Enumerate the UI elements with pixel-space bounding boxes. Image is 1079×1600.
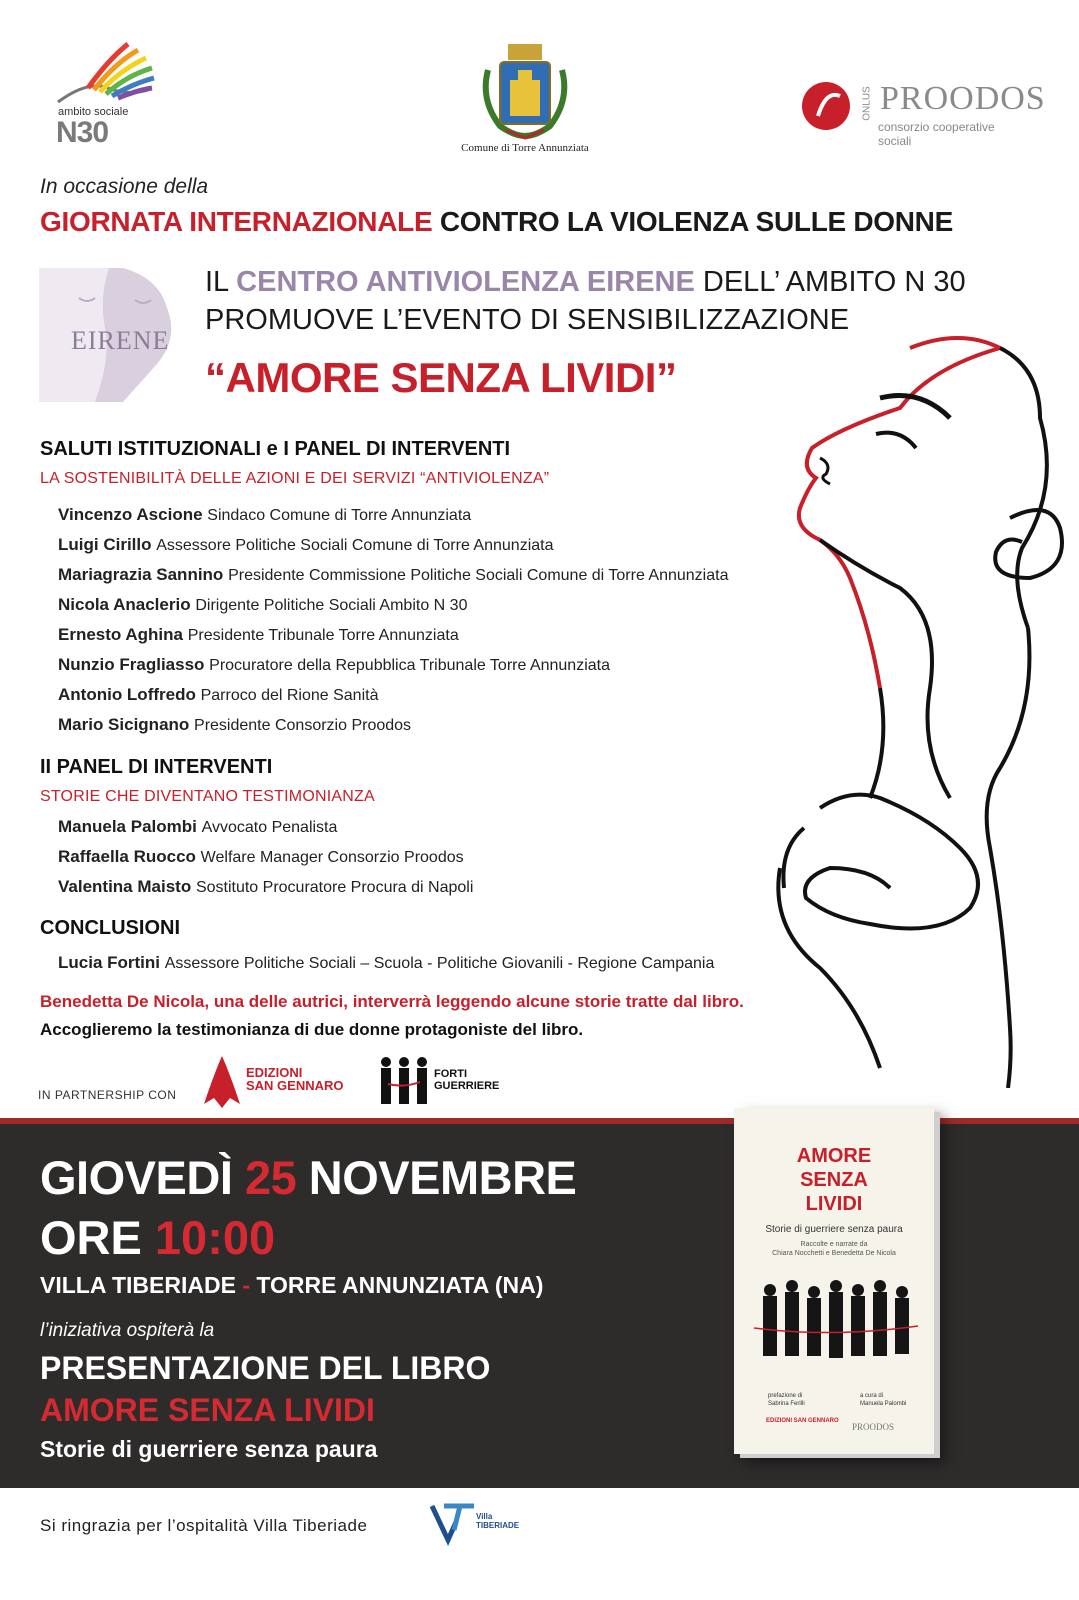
edizioni-label [246, 1066, 344, 1092]
speaker-name: Manuela Palombi [58, 817, 197, 836]
speaker-row [58, 715, 411, 735]
vt-label [476, 1512, 519, 1530]
speaker-role: Procuratore della Repubblica Tribunale Torre Annunziata [209, 657, 610, 674]
partnership-label: IN PARTNERSHIP CON [38, 1088, 177, 1102]
ambito-label: ambito sociale [58, 106, 129, 118]
rainbow-wave-icon [48, 40, 168, 110]
forti-guerriere-logo [376, 1054, 516, 1110]
coat-of-arms-icon [440, 40, 610, 140]
forti-line-2: GUERRIERE [434, 1080, 500, 1092]
speaker-role: Welfare Manager Consorzio Proodos [200, 849, 464, 866]
event-time-value: 10:00 [154, 1211, 276, 1264]
edizioni-line-2: SAN GENNARO [246, 1078, 344, 1093]
speaker-role: Presidente Tribunale Torre Annunziata [187, 627, 459, 644]
speaker-name: Luigi Cirillo [58, 535, 152, 554]
comune-logo [440, 40, 610, 160]
speaker-name: Mario Sicignano [58, 715, 190, 734]
eirene-logo [39, 268, 185, 402]
vt-emblem-icon [430, 1500, 476, 1546]
promo-line-2: PROMUOVE L’EVENTO DI SENSIBILIZZAZIONE [205, 304, 850, 336]
book-pref-2: Sabrina Ferilli [768, 1401, 805, 1407]
speaker-role: Assessore Politiche Sociali – Scuola - Politiche Giovanili - Regione Campania [164, 955, 715, 972]
speaker-role: Presidente Consorzio Proodos [194, 717, 412, 734]
book-title-heading: AMORE SENZA LIVIDI [40, 1392, 375, 1428]
event-month: NOVEMBRE [296, 1151, 577, 1204]
speaker-role: Sostituto Procuratore Procura di Napoli [195, 879, 474, 896]
book-cover-title [734, 1144, 934, 1216]
san-gennaro-emblem-icon [200, 1054, 244, 1110]
book-publisher-1: EDIZIONI SAN GENNARO [766, 1418, 839, 1424]
book-cover-credits [734, 1240, 934, 1258]
occasione-text: In occasione della [40, 175, 209, 198]
speaker-name: Mariagrazia Sannino [58, 565, 224, 584]
ambito-number: N30 [56, 116, 109, 149]
book-publisher-2: PROODOS [852, 1422, 895, 1432]
women-crowd-icon [734, 1268, 934, 1388]
speaker-name: Nicola Anaclerio [58, 595, 191, 614]
speaker-name: Vincenzo Ascione [58, 505, 203, 524]
speaker-name: Ernesto Aghina [58, 625, 183, 644]
speaker-row [58, 877, 473, 897]
section1-heading: SALUTI ISTITUZIONALI e I PANEL DI INTERVENTI [40, 438, 511, 460]
speaker-role: Presidente Commissione Politiche Sociali Comune di Torre Annunziata [228, 567, 729, 584]
ambito-sociale-logo [48, 40, 168, 152]
speaker-name: Antonio Loffredo [58, 685, 196, 704]
book-credits-1: Raccolte e narrate da [800, 1241, 868, 1248]
section2-subheading: STORIE CHE DIVENTANO TESTIMONIANZA [40, 788, 375, 805]
speaker-row [58, 535, 553, 555]
book-t2: SENZA [800, 1169, 868, 1191]
book-cura-2: Manuela Palombi [860, 1401, 907, 1407]
book-t1: AMORE [796, 1145, 872, 1167]
speaker-row [58, 505, 471, 525]
speaker-row [58, 817, 337, 837]
promo-centro: CENTRO ANTIVIOLENZA EIRENE [236, 266, 695, 298]
speaker-row [58, 953, 714, 973]
thanks-text: Si ringrazia per l’ospitalità Villa Tiberiade [40, 1516, 368, 1535]
speaker-role: Assessore Politiche Sociali Comune di Torre Annunziata [156, 537, 554, 554]
speaker-row [58, 625, 459, 645]
book-subtitle-heading: Storie di guerriere senza paura [40, 1436, 378, 1462]
event-date [40, 1150, 576, 1205]
book-pref-1: prefazione di [768, 1393, 803, 1399]
speaker-row [58, 565, 728, 585]
promo-line-1 [205, 266, 966, 299]
villa-tiberiade-logo [430, 1500, 530, 1550]
speaker-role: Sindaco Comune di Torre Annunziata [207, 507, 472, 524]
speaker-name: Valentina Maisto [58, 877, 192, 896]
section1-subheading: LA SOSTENIBILITÀ DELLE AZIONI E DEI SERVIZI “ANTIVIOLENZA” [40, 470, 550, 487]
book-curatore [860, 1392, 906, 1408]
speaker-role: Avvocato Penalista [201, 819, 338, 836]
proodos-onlus: ONLUS [861, 86, 873, 121]
giornata-black: CONTRO LA VIOLENZA SULLE DONNE [432, 206, 953, 237]
speaker-row [58, 655, 610, 675]
woman-face-line-art-icon [760, 328, 1070, 1088]
iniziativa-text: l’iniziativa ospiterà la [40, 1320, 215, 1341]
eirene-logo-text: EIRENE [71, 326, 170, 355]
section2-heading: II PANEL DI INTERVENTI [40, 756, 273, 778]
proodos-sub: consorzio cooperative sociali [878, 120, 995, 148]
book-cover [734, 1108, 934, 1454]
edizioni-san-gennaro-logo [200, 1054, 360, 1110]
speaker-name: Lucia Fortini [58, 953, 160, 972]
event-place-1: VILLA TIBERIADE [40, 1272, 243, 1298]
event-ore: ORE [40, 1211, 155, 1264]
speaker-role: Parroco del Rione Sanità [200, 687, 379, 704]
comune-caption: Comune di Torre Annunziata [461, 142, 589, 154]
forti-label [434, 1068, 499, 1092]
event-date-num: 25 [244, 1151, 297, 1204]
proodos-emblem-icon [800, 76, 860, 136]
vt-line-1: Villa [476, 1512, 493, 1521]
proodos-brand: PROODOS [880, 80, 1046, 117]
event-place-2: TORRE ANNUNZIATA (NA) [250, 1272, 544, 1298]
note-testimony: Accoglieremo la testimonianza di due donne protagoniste del libro. [40, 1020, 584, 1039]
event-place-dash: - [242, 1272, 250, 1298]
event-day: GIOVEDÌ [40, 1151, 245, 1204]
speaker-name: Nunzio Fragliasso [58, 655, 205, 674]
presentazione-heading: PRESENTAZIONE DEL LIBRO [40, 1350, 491, 1386]
promo-il: IL [205, 266, 237, 298]
giornata-heading [40, 206, 953, 238]
speaker-role: Dirigente Politiche Sociali Ambito N 30 [195, 597, 468, 614]
giornata-red: GIORNATA INTERNAZIONALE [40, 206, 433, 237]
forti-line-1: FORTI [434, 1068, 467, 1080]
speaker-row [58, 595, 467, 615]
promo-dell: DELL’ AMBITO N 30 [694, 266, 966, 298]
note-reading: Benedetta De Nicola, una delle autrici, interverrà leggendo alcune storie tratte dal libro. [40, 992, 744, 1011]
women-silhouettes-icon [376, 1054, 432, 1110]
speaker-row [58, 847, 464, 867]
speaker-row [58, 685, 378, 705]
event-time [40, 1210, 275, 1265]
proodos-logo [800, 76, 1046, 148]
section3-heading: CONCLUSIONI [40, 917, 180, 939]
book-cover-subtitle: Storie di guerriere senza paura [765, 1224, 903, 1235]
book-credits-2: Chiara Nocchetti e Benedetta De Nicola [772, 1250, 896, 1257]
book-prefazione [768, 1392, 805, 1408]
event-place [40, 1272, 543, 1299]
event-title: “AMORE SENZA LIVIDI” [205, 354, 677, 401]
speaker-name: Raffaella Ruocco [58, 847, 196, 866]
book-cura-1: a cura di [860, 1393, 884, 1399]
vt-line-2: TIBERIADE [476, 1521, 520, 1530]
book-t3: LIVIDI [805, 1193, 863, 1215]
edizioni-line-1: EDIZIONI [246, 1065, 303, 1080]
